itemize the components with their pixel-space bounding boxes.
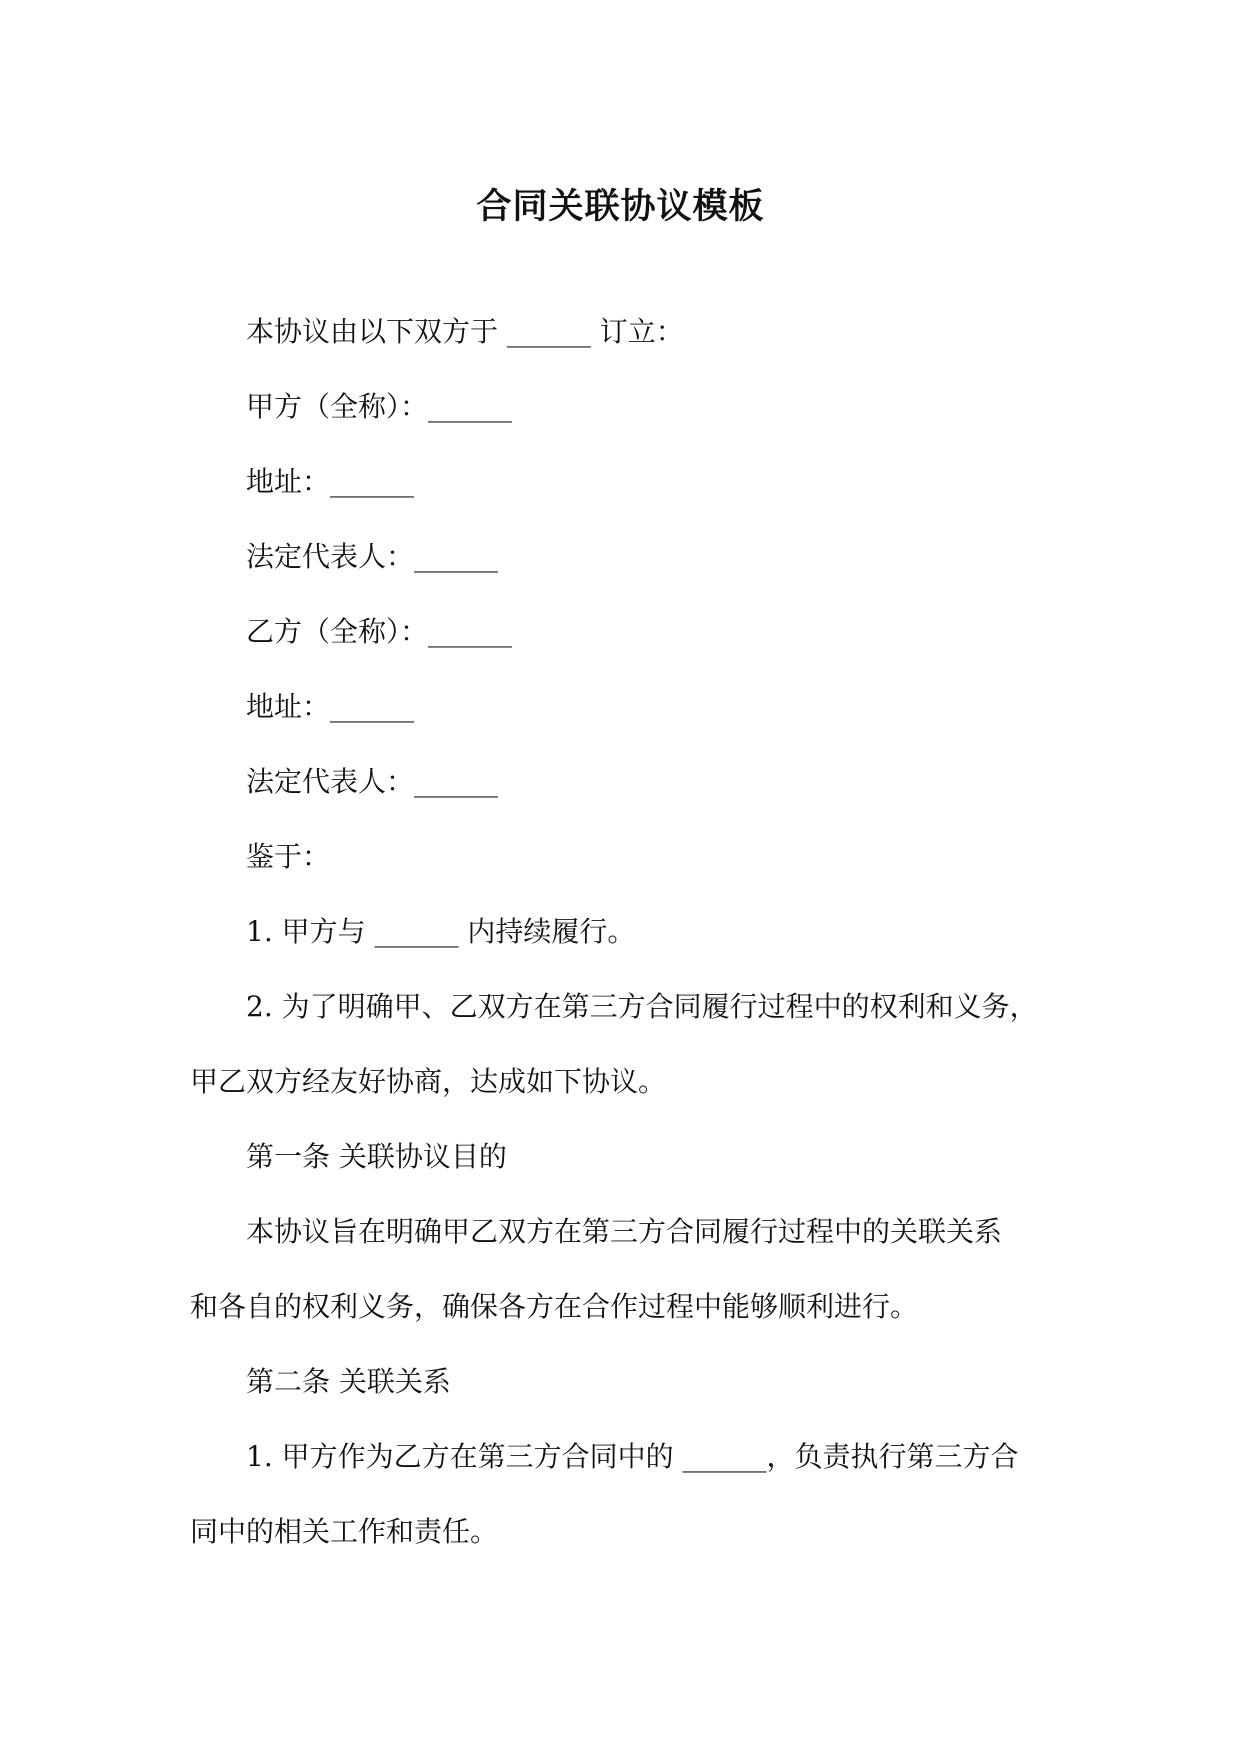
party-a-address-line: 地址：______ xyxy=(246,465,415,498)
party-b-name-line: 乙方（全称）：______ xyxy=(246,615,513,648)
whereas-heading: 鉴于： xyxy=(246,840,331,873)
article-1-heading: 第一条 关联协议目的 xyxy=(246,1140,507,1173)
party-b-representative-line: 法定代表人：______ xyxy=(246,765,499,798)
party-a-representative-line: 法定代表人：______ xyxy=(246,540,499,573)
agreement-intro-line: 本协议由以下双方于 ______ 订立： xyxy=(246,315,684,348)
article-2-heading: 第二条 关联关系 xyxy=(246,1365,451,1398)
article-1-paragraph-continued: 和各自的权利义务，确保各方在合作过程中能够顺利进行。 xyxy=(190,1290,919,1323)
article-2-item-1-continued: 同中的相关工作和责任。 xyxy=(190,1515,499,1548)
document-title: 合同关联协议模板 xyxy=(476,186,765,227)
party-a-name-line: 甲方（全称）：______ xyxy=(246,390,513,423)
article-2-item-1: 1. 甲方作为乙方在第三方合同中的 ______，负责执行第三方合 xyxy=(246,1440,1019,1473)
article-1-paragraph: 本协议旨在明确甲乙双方在第三方合同履行过程中的关联关系 xyxy=(246,1215,1003,1248)
party-b-address-line: 地址：______ xyxy=(246,690,415,723)
whereas-item-1: 1. 甲方与 ______ 内持续履行。 xyxy=(246,915,636,948)
whereas-item-2: 2. 为了明确甲、乙双方在第三方合同履行过程中的权利和义务， xyxy=(246,990,1038,1023)
whereas-item-2-continued: 甲乙双方经友好协商，达成如下协议。 xyxy=(190,1065,667,1098)
